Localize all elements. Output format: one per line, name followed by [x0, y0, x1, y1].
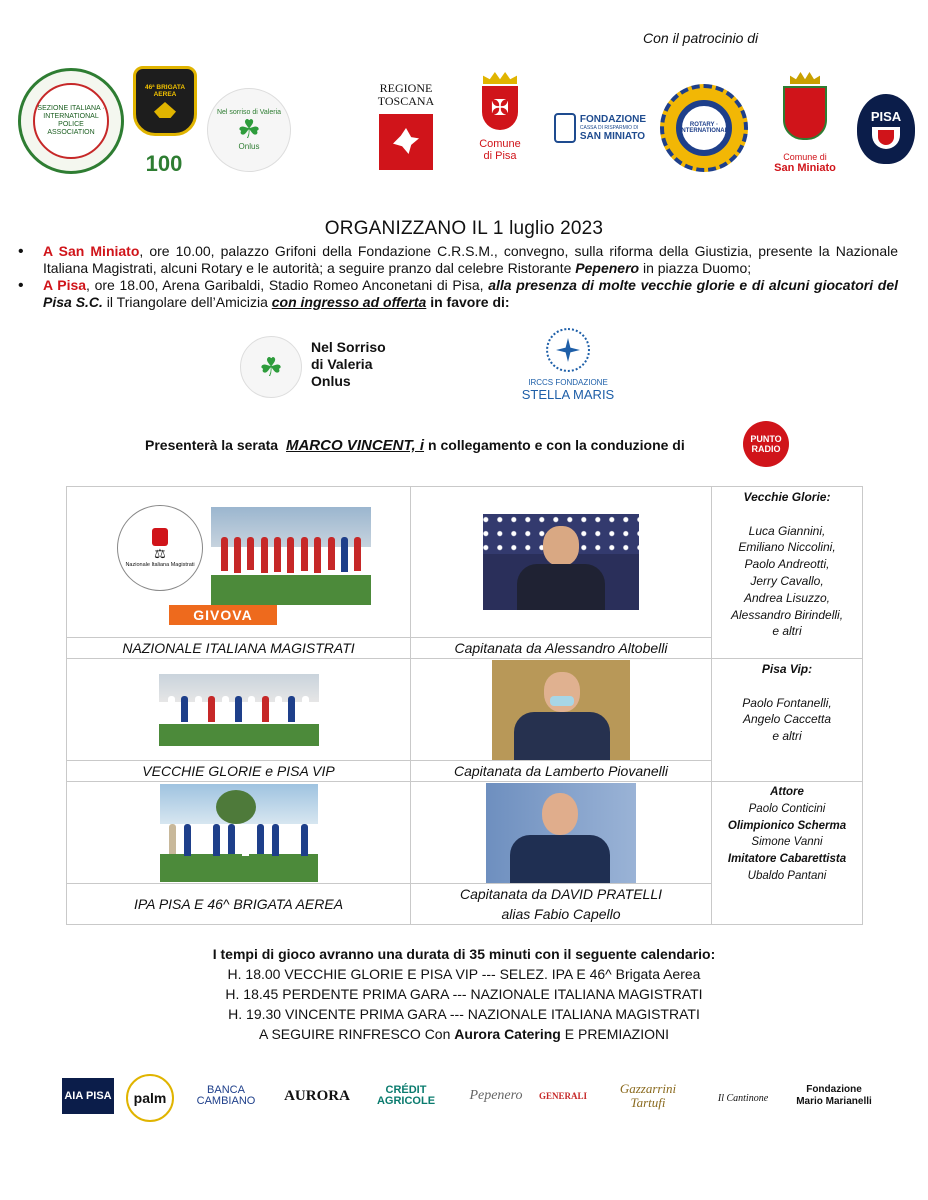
aia-text: AIA PISA: [64, 1090, 112, 1102]
ipa-brigata-caption: [67, 884, 411, 925]
compass-icon: [546, 328, 590, 372]
presenter-name: MARCO VINCENT, i: [285, 437, 425, 454]
vip-name: e altri: [772, 729, 802, 744]
artisti-h2: Olimpionico Scherma: [727, 819, 847, 832]
ipa-brigata-image-cell: [67, 782, 411, 884]
piovanelli-caption-text: Capitanata da Lamberto Piovanelli: [453, 763, 669, 779]
pratelli-caption-line2: alias Fabio Capello: [501, 906, 621, 922]
aurora-catering-text: Aurora Catering: [454, 1026, 561, 1042]
schedule-line: H. 18.00 VECCHIE GLORIE E PISA VIP --- SELEZ. IPA E 46^ Brigata Aerea: [227, 966, 701, 982]
radio-line2: RADIO: [751, 444, 781, 454]
regione-toscana-logo: [376, 82, 436, 174]
artisti-n3: Ubaldo Pantani: [747, 869, 827, 882]
pisa-sc-text: PISA: [870, 109, 902, 124]
artisti-h3: Imitatore Cabarettista: [727, 853, 847, 866]
event-bullets: [18, 243, 898, 311]
pisa-vip-heading: Pisa Vip:: [761, 662, 813, 676]
sorriso-line1: Nel Sorriso: [311, 339, 386, 355]
ipa-logo-text: SEZIONE ITALIANA · INTERNATIONAL POLICE ASSOCIATION: [37, 105, 105, 136]
regione-line2: TOSCANA: [377, 94, 435, 108]
glorie-name: Emiliano Niccolini,: [738, 540, 836, 555]
vip-name: Paolo Fontanelli,: [742, 695, 832, 710]
vecchie-glorie-photo: [159, 674, 319, 746]
brigata-text: 46ª BRIGATA AEREA: [144, 84, 186, 98]
pegasus-icon: [379, 114, 433, 170]
vecchie-glorie-cell: [712, 487, 863, 659]
gazzarrini-logo: [602, 1078, 694, 1114]
pratelli-caption: [411, 884, 712, 925]
eagle-icon: [154, 102, 176, 118]
artisti-cell: [712, 782, 863, 925]
stella-line1: IRCCS FONDAZIONE: [528, 378, 608, 387]
comune-pisa-2: di Pisa: [483, 150, 517, 162]
bullet1-lead: A San Miniato: [43, 243, 140, 259]
cantinone-text: Il Cantinone: [717, 1092, 769, 1104]
palm-logo: [126, 1074, 174, 1122]
artisti-h1: Attore: [770, 786, 804, 798]
san-miniato-2: San Miniato: [774, 162, 836, 174]
awards-text: E PREMIAZIONI: [560, 1026, 669, 1042]
sorriso-top-text: Nel sorriso di Valeria: [216, 109, 282, 116]
bullet2-text-c: in favore di:: [426, 294, 510, 310]
nel-sorriso-logo-top: [207, 88, 291, 172]
vecchie-glorie-image-cell: [67, 659, 411, 761]
nel-sorriso-logo: [240, 336, 302, 398]
stella-maris-logo: [516, 325, 620, 405]
pisa-vip-cell: [712, 659, 863, 782]
banca-cambiano-logo: [184, 1078, 268, 1114]
comune-pisa-logo: [470, 72, 530, 182]
presenter-prefix: Presenterà la serata: [145, 437, 279, 453]
crown-icon-2: [790, 72, 820, 84]
cantinone-logo: [710, 1078, 776, 1118]
bullet2-bi: alla presenza di molte vecchie glorie e di alcuni giocatori del Pisa S.C.: [43, 277, 899, 310]
gazzarrini-line2: Tartufi: [630, 1095, 666, 1110]
nel-sorriso-name: [311, 339, 386, 390]
rotary-logo: [660, 84, 748, 172]
piovanelli-caption: [411, 761, 712, 782]
pratelli-image-cell: [411, 782, 712, 884]
punto-radio-logo: [743, 421, 789, 467]
fondazione-icon: [554, 113, 576, 143]
givova-logo: [169, 605, 277, 625]
credit-agricole-logo: [360, 1078, 452, 1114]
player-figure-icon: [152, 528, 168, 546]
table-row: [67, 782, 863, 884]
centenary-logo: [139, 140, 189, 188]
banca-line1: BANCA: [207, 1084, 245, 1096]
glorie-name: Paolo Andreotti,: [744, 557, 830, 572]
vecchie-glorie-caption-text: VECCHIE GLORIE e PISA VIP: [142, 763, 335, 779]
shamrock-icon-2: ☘: [259, 351, 283, 382]
nim-caption-text: NAZIONALE ITALIANA MAGISTRATI: [122, 640, 355, 656]
bullet2-lead: A Pisa: [43, 277, 87, 293]
glorie-name: Andrea Lisuzzo,: [743, 590, 831, 605]
san-miniato-1: Comune di: [783, 152, 827, 162]
aurora-catering-logo: [282, 1078, 352, 1114]
regione-line1: REGIONE: [379, 81, 433, 95]
piovanelli-image-cell: [411, 659, 712, 761]
stella-line2: STELLA MARIS: [521, 387, 615, 402]
marianelli-line2: Mario Marianelli: [796, 1096, 872, 1107]
table-row: [67, 659, 863, 761]
bullet2-text-b: il Triangolare dell’Amicizia: [102, 294, 272, 310]
ipa-brigata-photo: [160, 784, 318, 882]
sorriso-line2: di Valeria: [311, 356, 373, 372]
schedule-line: H. 18.45 PERDENTE PRIMA GARA --- NAZIONALE ITALIANA MAGISTRATI: [225, 986, 703, 1002]
comune-pisa-1: Comune: [479, 138, 521, 150]
comune-san-miniato-logo: [770, 72, 840, 192]
piovanelli-photo: [492, 660, 630, 760]
glorie-name: Alessandro Birindelli,: [730, 607, 844, 622]
altobelli-image-cell: [411, 487, 712, 638]
generali-text: GENERALI: [539, 1091, 588, 1101]
credit-line2: AGRICOLE: [376, 1095, 436, 1107]
artisti-n2: Simone Vanni: [751, 836, 823, 849]
fondazione-crsm-logo: [554, 110, 646, 146]
nim-caption: [67, 638, 411, 659]
sorriso-line3: Onlus: [311, 373, 351, 389]
pratelli-caption-line1: Capitanata da DAVID PRATELLI: [459, 886, 663, 902]
presenter-suffix: n collegamento e con la conduzione di: [428, 437, 685, 453]
fondazione-line2: CASSA DI RISPARMIO DI: [579, 125, 639, 131]
brigata-aerea-logo: [133, 66, 197, 136]
pepenero-text: Pepenero: [469, 1088, 523, 1103]
pratelli-photo: [486, 783, 636, 883]
san-miniato-shield-icon: [783, 86, 827, 140]
bullet1-text-a: , ore 10.00, palazzo Grifoni della Fondazione C.R.S.M., convegno, sulla riforma della Giustizia, presente la Nazionale Italiana Magistrati, alcuni Rotary e le autorità; a seguire pranzo dal celebre Ristorante: [43, 243, 898, 276]
ipa-logo: [18, 68, 124, 174]
refreshment-text: A SEGUIRE RINFRESCO Con: [259, 1026, 455, 1042]
crown-icon: [483, 72, 517, 84]
patronage-label: Con il patrocinio di: [643, 30, 759, 46]
rotary-text: ROTARY · INTERNATIONAL: [679, 122, 729, 134]
banca-line2: CAMBIANO: [196, 1095, 256, 1107]
page-title: ORGANIZZANO IL 1 luglio 2023: [324, 218, 604, 239]
teams-table: [66, 486, 863, 925]
vecchie-glorie-heading: Vecchie Glorie:: [743, 490, 831, 504]
nim-team-photo: [211, 507, 371, 605]
nim-logo: [117, 505, 203, 591]
aurora-text: AURORA: [284, 1087, 350, 1104]
scales-icon: ⚖: [154, 546, 166, 561]
shamrock-icon: ☘: [237, 114, 261, 144]
presenter-line: [145, 437, 685, 454]
ipa-brigata-caption-text: IPA PISA E 46^ BRIGATA AEREA: [133, 896, 344, 912]
givova-text: GIVOVA: [193, 607, 253, 623]
altobelli-caption: [411, 638, 712, 659]
schedule: [0, 944, 928, 1044]
table-row: [67, 487, 863, 638]
marianelli-line1: Fondazione: [806, 1084, 862, 1095]
radio-line1: PUNTO: [750, 434, 782, 444]
bullet-pisa: [18, 277, 898, 311]
sorriso-top-sub: Onlus: [238, 142, 260, 151]
centenary-number: 100: [145, 151, 183, 176]
bullet1-text-b: in piazza Duomo;: [639, 260, 752, 276]
vip-name: Angelo Caccetta: [742, 712, 832, 727]
fondazione-line3: SAN MINIATO: [579, 131, 646, 142]
vecchie-glorie-caption: [67, 761, 411, 782]
artisti-n1: Paolo Conticini: [748, 802, 826, 815]
aia-pisa-logo: [62, 1078, 114, 1114]
bullet1-strong: Pepenero: [575, 260, 640, 276]
pisa-sc-logo: [857, 94, 915, 164]
schedule-line: H. 19.30 VINCENTE PRIMA GARA --- NAZIONALE ITALIANA MAGISTRATI: [228, 1006, 700, 1022]
bullet2-text-a: , ore 18.00, Arena Garibaldi, Stadio Romeo Anconetani di Pisa,: [86, 277, 489, 293]
palm-text: palm: [133, 1090, 167, 1106]
glorie-name: e altri: [772, 624, 802, 639]
glorie-name: Jerry Cavallo,: [750, 573, 824, 588]
generali-logo: [540, 1078, 586, 1114]
schedule-line: [0, 1024, 928, 1044]
pepenero-logo: [464, 1078, 528, 1114]
credit-line1: CRÉDIT: [385, 1084, 427, 1096]
bullet-san-miniato: [18, 243, 898, 277]
pisa-sc-shield-icon: [872, 127, 900, 149]
glorie-name: Luca Giannini,: [748, 523, 826, 538]
gazzarrini-line1: Gazzarrini: [619, 1081, 677, 1096]
schedule-heading: I tempi di gioco avranno una durata di 35 minuti con il seguente calendario:: [212, 946, 716, 962]
fondazione-marianelli-logo: [792, 1078, 876, 1114]
bullet2-underline: con ingresso ad offerta: [271, 294, 427, 310]
pisa-cross-icon: ✠: [482, 86, 518, 130]
fondazione-line1: FONDAZIONE: [579, 114, 646, 125]
nim-logo-text: Nazionale Italiana Magistrati: [125, 562, 195, 568]
altobelli-photo: [483, 514, 639, 610]
nim-image-cell: [67, 487, 411, 638]
altobelli-caption-text: Capitanata da Alessandro Altobelli: [454, 640, 668, 656]
